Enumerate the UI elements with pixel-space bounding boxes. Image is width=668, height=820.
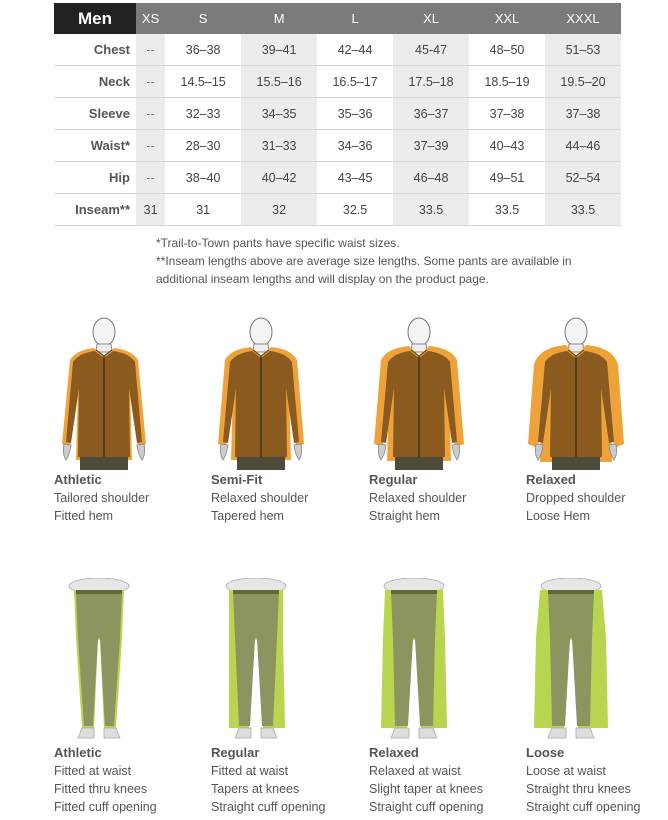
size-header: S (165, 3, 241, 34)
fit-detail: Fitted thru knees (54, 782, 148, 796)
table-cell: 43–45 (317, 162, 393, 194)
fit-detail: Tailored shoulder (54, 491, 150, 505)
table-cell: 33.5 (469, 194, 545, 226)
table-cell: 37–38 (469, 98, 545, 130)
table-cell: 14.5–15 (165, 66, 241, 98)
table-cell: 33.5 (545, 194, 621, 226)
table-cell: 34–35 (241, 98, 317, 130)
table-cell: 28–30 (165, 130, 241, 162)
table-cell: 18.5–19 (469, 66, 545, 98)
table-cell: 48–50 (469, 34, 545, 66)
table-row (54, 162, 621, 194)
table-row (54, 34, 621, 66)
top-fit-semi-fit (211, 316, 361, 525)
size-chart-table (54, 3, 621, 226)
size-header-row (54, 3, 621, 34)
bottom-fit-relaxed (369, 578, 519, 816)
size-header: M (241, 3, 317, 34)
fit-detail: Fitted hem (54, 509, 114, 523)
row-label-chest: Chest (54, 34, 136, 66)
fit-detail: Dropped shoulder (526, 491, 626, 505)
size-header: L (317, 3, 393, 34)
size-header: XL (393, 3, 469, 34)
bottom-fit-loose (526, 578, 668, 816)
bottom-fit-athletic (54, 578, 204, 816)
fit-name: Relaxed (526, 472, 576, 487)
table-cell: 38–40 (165, 162, 241, 194)
inseam-note: **Inseam lengths above are average size lengths. Some pants are available in additional inseam lengths and will display on the product page. (156, 254, 572, 286)
table-cell: 35–36 (317, 98, 393, 130)
size-notes (156, 234, 626, 288)
fit-detail: Straight cuff opening (526, 800, 641, 814)
fit-detail: Loose at waist (526, 764, 606, 778)
table-cell: -- (136, 98, 165, 130)
fit-detail: Tapered hem (211, 509, 284, 523)
table-cell: 40–43 (469, 130, 545, 162)
table-cell: 32–33 (165, 98, 241, 130)
size-header: XS (136, 3, 165, 34)
fit-detail: Relaxed shoulder (369, 491, 467, 505)
table-cell: 52–54 (545, 162, 621, 194)
pants-illustration-icon (54, 578, 144, 744)
top-fit-relaxed (526, 316, 668, 525)
fit-detail: Loose Hem (526, 509, 590, 523)
fit-detail: Fitted at waist (211, 764, 289, 778)
top-fit-regular (369, 316, 519, 525)
row-label-sleeve: Sleeve (54, 98, 136, 130)
bottom-fit-regular (211, 578, 361, 816)
table-row (54, 194, 621, 226)
table-cell: 19.5–20 (545, 66, 621, 98)
table-cell: -- (136, 162, 165, 194)
table-row (54, 66, 621, 98)
fit-detail: Relaxed shoulder (211, 491, 309, 505)
table-cell: 34–36 (317, 130, 393, 162)
gender-label: Men (54, 3, 136, 34)
fit-name: Loose (526, 745, 565, 760)
fit-detail: Straight cuff opening (369, 800, 484, 814)
row-label-inseam: Inseam** (54, 194, 136, 226)
table-cell: 31–33 (241, 130, 317, 162)
table-cell: 44–46 (545, 130, 621, 162)
table-cell: 37–38 (545, 98, 621, 130)
table-cell: 33.5 (393, 194, 469, 226)
fit-name: Relaxed (369, 745, 419, 760)
top-fit-athletic (54, 316, 204, 525)
fit-detail: Slight taper at knees (369, 782, 483, 796)
fit-name: Athletic (54, 472, 102, 487)
fit-name: Semi-Fit (211, 472, 263, 487)
jacket-illustration-icon (526, 316, 626, 471)
table-cell: 36–38 (165, 34, 241, 66)
table-cell: 36–37 (393, 98, 469, 130)
jacket-illustration-icon (211, 316, 311, 471)
table-cell: -- (136, 34, 165, 66)
row-label-neck: Neck (54, 66, 136, 98)
table-cell: 32 (241, 194, 317, 226)
table-cell: 32.5 (317, 194, 393, 226)
fit-name: Athletic (54, 745, 102, 760)
row-label-waist: Waist* (54, 130, 136, 162)
jacket-illustration-icon (369, 316, 469, 471)
table-cell: 31 (136, 194, 165, 226)
table-cell: 15.5–16 (241, 66, 317, 98)
pants-illustration-icon (369, 578, 459, 744)
table-cell: 51–53 (545, 34, 621, 66)
table-row (54, 98, 621, 130)
fit-detail: Fitted cuff opening (54, 800, 157, 814)
size-header: XXL (469, 3, 545, 34)
table-row (54, 130, 621, 162)
table-cell: -- (136, 66, 165, 98)
table-cell: 49–51 (469, 162, 545, 194)
table-cell: 17.5–18 (393, 66, 469, 98)
fit-detail: Straight hem (369, 509, 440, 523)
size-header: XXXL (545, 3, 621, 34)
fit-detail: Straight thru knees (526, 782, 631, 796)
pants-illustration-icon (211, 578, 301, 744)
table-cell: 45-47 (393, 34, 469, 66)
fit-name: Regular (369, 472, 418, 487)
table-cell: 16.5–17 (317, 66, 393, 98)
table-cell: 31 (165, 194, 241, 226)
pants-illustration-icon (526, 578, 616, 744)
fit-detail: Relaxed at waist (369, 764, 461, 778)
table-cell: 37–39 (393, 130, 469, 162)
table-cell: 46–48 (393, 162, 469, 194)
waist-note: *Trail-to-Town pants have specific waist sizes. (156, 236, 400, 250)
table-cell: 39–41 (241, 34, 317, 66)
fit-detail: Fitted at waist (54, 764, 132, 778)
table-cell: 40–42 (241, 162, 317, 194)
fit-name: Regular (211, 745, 260, 760)
row-label-hip: Hip (54, 162, 136, 194)
table-cell: 42–44 (317, 34, 393, 66)
fit-detail: Tapers at knees (211, 782, 300, 796)
table-cell: -- (136, 130, 165, 162)
jacket-illustration-icon (54, 316, 154, 471)
fit-detail: Straight cuff opening (211, 800, 326, 814)
